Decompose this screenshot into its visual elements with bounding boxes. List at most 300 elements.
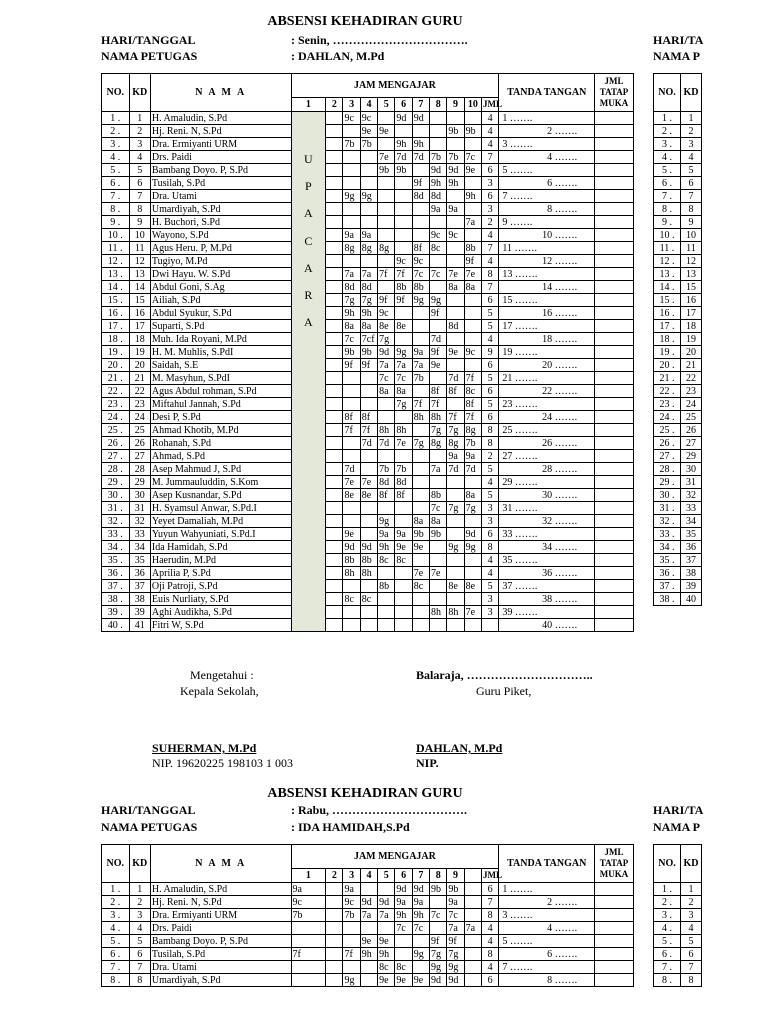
tatap-muka-cell — [595, 398, 634, 411]
schedule-cell: 9d — [412, 112, 429, 125]
signature-cell — [499, 554, 595, 567]
schedule-cell: 8c — [395, 554, 412, 567]
row-no: 8 . — [654, 203, 681, 216]
row-nama: Hj. Reni. N, S.Pd — [150, 896, 291, 909]
schedule-cell: 7c — [378, 372, 395, 385]
schedule-cell: 7b — [291, 909, 326, 922]
schedule-cell — [430, 138, 447, 151]
table-row — [102, 151, 634, 164]
row-no: 2 . — [102, 125, 130, 138]
row-kd: 21 — [681, 359, 702, 372]
row-nama: Abdul Syukur, S.Pd — [150, 307, 291, 320]
row-no: 3 . — [654, 909, 681, 922]
row-no: 22 . — [654, 385, 681, 398]
schedule-cell: 9f — [430, 935, 447, 948]
row-kd: 30 — [681, 463, 702, 476]
signature-cell — [499, 883, 595, 896]
signature-line: 4 ……. — [547, 922, 578, 934]
schedule-cell — [395, 593, 412, 606]
row-kd: 12 — [129, 255, 150, 268]
balaraja-label: Balaraja, ………………………….. — [416, 668, 593, 682]
schedule-cell — [464, 593, 481, 606]
signature-cell — [499, 359, 595, 372]
schedule-cell — [343, 203, 360, 216]
row-no: 21 . — [102, 372, 130, 385]
schedule-cell — [326, 138, 343, 151]
signature-line: 8 ……. — [547, 203, 578, 215]
schedule-cell — [343, 580, 360, 593]
row-kd: 3 — [129, 909, 150, 922]
row-nama: Tugiyo, M.Pd — [150, 255, 291, 268]
schedule-cell: 9a — [291, 883, 326, 896]
period-number: 1 — [291, 98, 326, 112]
table-row — [654, 216, 702, 229]
signature-line: 17 ……. — [502, 320, 538, 332]
schedule-cell — [326, 567, 343, 580]
schedule-cell: 8d — [395, 476, 412, 489]
row-kd: 10 — [681, 229, 702, 242]
schedule-cell: 8c — [464, 385, 481, 398]
schedule-cell: 9d — [378, 346, 395, 359]
row-kd: 5 — [129, 935, 150, 948]
row-no: 27 . — [102, 450, 130, 463]
signature-cell — [499, 112, 595, 125]
right-table-2 — [653, 844, 702, 987]
row-kd: 13 — [681, 268, 702, 281]
signature-line: 14 ……. — [542, 281, 578, 293]
row-no: 22 . — [102, 385, 130, 398]
schedule-cell: 9d — [343, 541, 360, 554]
schedule-cell — [326, 909, 343, 922]
row-nama: Dra. Utami — [150, 190, 291, 203]
row-kd: 12 — [681, 255, 702, 268]
row-nama: Tusilah, S.Pd — [150, 177, 291, 190]
signature-line: 26 ……. — [542, 437, 578, 449]
schedule-cell — [464, 883, 481, 896]
row-jml: 8 — [481, 268, 498, 281]
schedule-cell: 9f — [447, 935, 464, 948]
row-no: 24 . — [102, 411, 130, 424]
row-nama: Umardiyah, S.Pd — [150, 974, 291, 987]
schedule-cell — [464, 935, 481, 948]
schedule-cell: 7b — [430, 151, 447, 164]
schedule-cell: 8c — [430, 242, 447, 255]
row-no: 34 . — [102, 541, 130, 554]
page-title-2: ABSENSI KEHADIRAN GURU — [267, 786, 463, 801]
tatap-muka-cell — [595, 515, 634, 528]
schedule-cell: 8a — [464, 489, 481, 502]
tatap-muka-cell — [595, 281, 634, 294]
signature-cell — [499, 151, 595, 164]
schedule-cell: 9g — [343, 190, 360, 203]
table-row — [654, 909, 702, 922]
header-nama: N A M A — [150, 74, 291, 112]
schedule-cell: 8d — [343, 281, 360, 294]
schedule-cell — [447, 528, 464, 541]
schedule-cell — [378, 203, 395, 216]
schedule-cell: 8a — [378, 385, 395, 398]
row-jml: 6 — [481, 190, 498, 203]
schedule-cell: 9c — [464, 346, 481, 359]
schedule-cell — [326, 385, 343, 398]
schedule-cell — [326, 281, 343, 294]
schedule-cell — [412, 935, 429, 948]
table-row — [654, 554, 702, 567]
row-kd: 8 — [681, 974, 702, 987]
row-kd: 1 — [129, 112, 150, 125]
table-row — [102, 476, 634, 489]
schedule-cell: 9g — [464, 541, 481, 554]
schedule-cell: 9h — [378, 948, 395, 961]
right-header-kd: KD — [681, 845, 702, 883]
schedule-cell: 9g — [447, 541, 464, 554]
schedule-cell: 7a — [360, 909, 377, 922]
header-no: NO. — [102, 845, 130, 883]
period-number: 8 — [430, 869, 447, 883]
table-row — [654, 883, 702, 896]
row-no: 3 . — [102, 138, 130, 151]
schedule-cell: 7cf — [360, 333, 377, 346]
schedule-cell — [464, 320, 481, 333]
signature-cell — [499, 333, 595, 346]
schedule-cell — [464, 974, 481, 987]
row-kd: 32 — [681, 489, 702, 502]
row-no: 2 . — [654, 125, 681, 138]
upacara-letter: U — [304, 152, 313, 166]
schedule-cell — [378, 567, 395, 580]
guru-piket-label: Guru Piket, — [476, 684, 532, 698]
schedule-cell — [447, 359, 464, 372]
schedule-cell — [412, 333, 429, 346]
upacara-letter: A — [304, 260, 313, 275]
table-row — [654, 974, 702, 987]
schedule-cell — [326, 541, 343, 554]
row-kd: 6 — [129, 948, 150, 961]
row-kd: 8 — [129, 974, 150, 987]
schedule-cell: 8h — [343, 567, 360, 580]
row-kd: 11 — [681, 242, 702, 255]
row-nama: Rohanah, S.Pd — [150, 437, 291, 450]
schedule-cell: 9a — [343, 229, 360, 242]
row-jml: 7 — [481, 281, 498, 294]
schedule-cell: 8g — [343, 242, 360, 255]
schedule-cell — [430, 896, 447, 909]
row-jml: 3 — [481, 203, 498, 216]
table-row — [102, 268, 634, 281]
schedule-cell — [378, 922, 395, 935]
signature-line: 36 ……. — [542, 567, 578, 579]
row-no: 16 . — [102, 307, 130, 320]
tatap-muka-cell — [595, 268, 634, 281]
table-row — [102, 372, 634, 385]
row-jml: 3 — [481, 593, 498, 606]
row-jml: 4 — [481, 554, 498, 567]
signature-line: 30 ……. — [542, 489, 578, 501]
signature-line: 7 ……. — [502, 190, 533, 202]
row-kd: 20 — [681, 346, 702, 359]
signature-line: 32 ……. — [542, 515, 578, 527]
table-row — [102, 437, 634, 450]
schedule-cell: 9h — [360, 948, 377, 961]
schedule-cell — [447, 515, 464, 528]
schedule-cell — [326, 922, 343, 935]
row-jml: 6 — [481, 528, 498, 541]
schedule-cell — [343, 125, 360, 138]
row-nama: Drs. Paidi — [150, 922, 291, 935]
schedule-cell — [360, 450, 377, 463]
signature-cell — [499, 125, 595, 138]
schedule-cell — [412, 554, 429, 567]
schedule-cell — [412, 424, 429, 437]
schedule-cell — [464, 961, 481, 974]
schedule-cell — [291, 922, 326, 935]
table-row — [102, 961, 634, 974]
tatap-muka-cell — [595, 606, 634, 619]
schedule-cell: 8b — [395, 281, 412, 294]
schedule-cell — [395, 502, 412, 515]
row-kd: 5 — [681, 164, 702, 177]
schedule-cell — [464, 948, 481, 961]
schedule-cell — [343, 398, 360, 411]
schedule-cell — [464, 203, 481, 216]
schedule-cell: 7a — [360, 268, 377, 281]
row-kd: 6 — [681, 948, 702, 961]
signature-cell — [499, 502, 595, 515]
schedule-cell: 7a — [447, 922, 464, 935]
row-nama: H. Buchori, S.Pd — [150, 216, 291, 229]
schedule-cell — [326, 437, 343, 450]
schedule-cell: 9g — [412, 294, 429, 307]
row-no: 15 . — [102, 294, 130, 307]
period-number: 5 — [378, 98, 395, 112]
schedule-cell — [447, 593, 464, 606]
schedule-cell: 9g — [360, 190, 377, 203]
row-kd: 2 — [129, 896, 150, 909]
schedule-cell: 8e — [395, 320, 412, 333]
signature-cell — [499, 424, 595, 437]
row-jml: 7 — [481, 896, 498, 909]
schedule-cell: 8h — [360, 567, 377, 580]
schedule-cell: 8g — [464, 424, 481, 437]
schedule-cell: 7e — [464, 606, 481, 619]
schedule-cell — [412, 619, 429, 632]
schedule-cell: 9a — [430, 203, 447, 216]
table-row — [654, 424, 702, 437]
schedule-cell — [326, 190, 343, 203]
table-row — [102, 281, 634, 294]
schedule-cell — [326, 255, 343, 268]
tatap-muka-cell — [595, 424, 634, 437]
schedule-cell: 9e — [430, 359, 447, 372]
schedule-cell: 8h — [447, 606, 464, 619]
row-jml: 8 — [481, 909, 498, 922]
row-kd: 7 — [681, 961, 702, 974]
row-kd: 29 — [129, 476, 150, 489]
schedule-cell: 9f — [412, 177, 429, 190]
schedule-cell — [412, 216, 429, 229]
schedule-cell — [430, 125, 447, 138]
table-row — [654, 411, 702, 424]
row-no: 2 . — [102, 896, 130, 909]
upacara-letter: R — [304, 287, 313, 302]
header-no: NO. — [102, 74, 130, 112]
signature-cell — [499, 203, 595, 216]
schedule-cell: 9b — [343, 346, 360, 359]
signature-line: 5 ……. — [502, 935, 533, 947]
signature-cell — [499, 294, 595, 307]
schedule-cell — [447, 398, 464, 411]
schedule-cell — [464, 554, 481, 567]
row-kd: 8 — [129, 203, 150, 216]
row-no: 19 . — [654, 346, 681, 359]
schedule-cell — [447, 294, 464, 307]
schedule-cell: 9f — [430, 346, 447, 359]
row-kd: 11 — [129, 242, 150, 255]
row-kd: 7 — [129, 190, 150, 203]
table-row — [102, 138, 634, 151]
schedule-cell — [447, 476, 464, 489]
schedule-cell — [430, 112, 447, 125]
table-row — [654, 541, 702, 554]
schedule-cell: 7e — [412, 567, 429, 580]
row-kd: 25 — [129, 424, 150, 437]
row-no: 6 . — [654, 948, 681, 961]
row-kd: 18 — [129, 333, 150, 346]
row-nama: M. Masyhun, S.PdI — [150, 372, 291, 385]
schedule-cell: 8c — [378, 554, 395, 567]
signature-line: 27 ……. — [502, 450, 538, 462]
schedule-cell — [326, 883, 343, 896]
signature-cell — [499, 437, 595, 450]
schedule-cell — [326, 450, 343, 463]
schedule-cell — [360, 528, 377, 541]
row-kd: 4 — [681, 151, 702, 164]
schedule-cell — [378, 229, 395, 242]
row-kd: 10 — [129, 229, 150, 242]
table-row — [654, 922, 702, 935]
row-no: 30 . — [102, 489, 130, 502]
row-no: 39 . — [102, 606, 130, 619]
schedule-cell: 7g — [395, 398, 412, 411]
row-jml: 6 — [481, 164, 498, 177]
schedule-cell: 9d — [412, 883, 429, 896]
tatap-muka-cell — [595, 974, 634, 987]
table-row — [102, 606, 634, 619]
schedule-cell — [326, 961, 343, 974]
schedule-cell — [326, 164, 343, 177]
tatap-muka-cell — [595, 372, 634, 385]
row-kd: 6 — [129, 177, 150, 190]
row-nama: Dra. Ermiyanti URM — [150, 138, 291, 151]
schedule-cell: 7f — [343, 424, 360, 437]
schedule-cell: 8b — [430, 489, 447, 502]
row-kd: 32 — [129, 515, 150, 528]
table-row — [102, 164, 634, 177]
schedule-cell — [378, 502, 395, 515]
kepala-sekolah-name: SUHERMAN, M.Pd — [152, 741, 257, 755]
schedule-cell: 9g — [430, 294, 447, 307]
row-kd: 33 — [681, 502, 702, 515]
schedule-cell: 9h — [378, 541, 395, 554]
row-no: 37 . — [654, 580, 681, 593]
schedule-cell — [378, 112, 395, 125]
header-jml: JML — [481, 869, 498, 883]
row-no: 1 . — [654, 112, 681, 125]
table-row — [102, 216, 634, 229]
row-kd: 26 — [681, 424, 702, 437]
schedule-cell — [378, 398, 395, 411]
schedule-cell — [464, 567, 481, 580]
schedule-cell — [430, 281, 447, 294]
schedule-cell: 7d — [464, 463, 481, 476]
schedule-cell — [395, 580, 412, 593]
table-row — [654, 333, 702, 346]
row-no: 5 . — [102, 164, 130, 177]
row-kd: 24 — [681, 398, 702, 411]
schedule-cell — [343, 437, 360, 450]
row-no: 37 . — [102, 580, 130, 593]
period-number: 8 — [430, 98, 447, 112]
signature-line: 28 ……. — [542, 463, 578, 475]
schedule-cell: 9f — [343, 359, 360, 372]
schedule-cell — [464, 333, 481, 346]
schedule-cell — [430, 216, 447, 229]
schedule-cell: 8f — [464, 398, 481, 411]
row-nama: Muh. Ida Royani, M.Pd — [150, 333, 291, 346]
tatap-muka-cell — [595, 476, 634, 489]
row-jml: 4 — [481, 125, 498, 138]
tatap-muka-cell — [595, 216, 634, 229]
tatap-muka-cell — [595, 255, 634, 268]
row-no: 10 . — [654, 229, 681, 242]
table-row — [654, 151, 702, 164]
schedule-cell: 8f — [360, 411, 377, 424]
right-petugas-label-1: NAMA P — [653, 49, 700, 63]
period-number: 10 — [464, 98, 481, 112]
row-no: 1 . — [654, 883, 681, 896]
schedule-cell: 7c — [395, 922, 412, 935]
row-nama: Aghi Audikha, S.Pd — [150, 606, 291, 619]
schedule-cell: 9d — [430, 164, 447, 177]
row-no: 23 . — [654, 398, 681, 411]
schedule-cell: 7d — [395, 151, 412, 164]
schedule-cell: 9a — [412, 896, 429, 909]
schedule-cell: 9b — [447, 883, 464, 896]
row-no: 10 . — [102, 229, 130, 242]
table-row — [654, 463, 702, 476]
upacara-letter: P — [304, 179, 312, 194]
schedule-cell: 9c — [378, 307, 395, 320]
tatap-muka-cell — [595, 385, 634, 398]
table-row — [654, 307, 702, 320]
period-number: 9 — [447, 869, 464, 883]
row-kd: 1 — [681, 883, 702, 896]
schedule-cell: 7f — [360, 424, 377, 437]
row-no: 8 . — [102, 974, 130, 987]
row-jml: 6 — [481, 294, 498, 307]
table-row — [102, 515, 634, 528]
schedule-cell: 7d — [343, 463, 360, 476]
row-kd: 13 — [129, 268, 150, 281]
signature-cell — [499, 411, 595, 424]
schedule-cell: 9b — [464, 125, 481, 138]
period-number: 4 — [360, 869, 377, 883]
schedule-cell: 9b — [447, 125, 464, 138]
schedule-cell: 7g — [447, 424, 464, 437]
table-row — [102, 177, 634, 190]
row-jml — [481, 619, 498, 632]
schedule-cell — [464, 112, 481, 125]
